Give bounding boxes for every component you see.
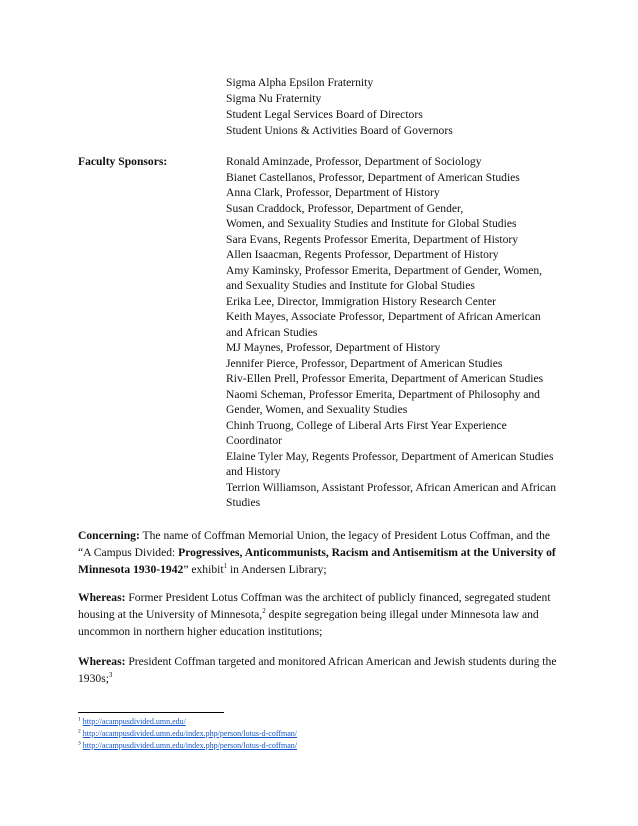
sponsor-line: MJ Maynes, Professor, Department of History [226,341,441,354]
footnote-mark: 3 [78,740,81,747]
footnote-link[interactable]: http://acampusdivided.umn.edu/index.php/person/lotus-d-coffman/ [82,729,298,738]
whereas-paragraph [78,653,564,687]
exhibit-title: Progressives, Anticommunists, Racism and Antisemitism at the University of Minnesota 1930-1942 [78,546,556,576]
sponsor-line: Women, and Sexuality Studies and Institute for Global Studies [226,217,517,230]
concerning-paragraph [78,527,564,578]
org-line: Student Unions & Activities Board of Governors [226,124,453,137]
footnote [78,741,297,751]
sponsor-line: Elaine Tyler May, Regents Professor, Department of American Studies [226,450,554,463]
sponsor-line: and Sexuality Studies and Institute for Global Studies [226,279,475,292]
sponsor-line: Erika Lee, Director, Immigration History Research Center [226,295,496,308]
footnote-ref[interactable]: 2 [262,607,266,616]
sponsor-line: Chinh Truong, College of Liberal Arts First Year Experience [226,419,507,432]
footnote [78,729,297,739]
footnote-ref[interactable]: 3 [108,671,113,680]
faculty-sponsors-label: Faculty Sponsors: [78,155,168,168]
sponsor-line: Riv-Ellen Prell, Professor Emerita, Department of American Studies [226,372,544,385]
concerning-text: in Andersen Library; [227,563,327,576]
sponsor-line: Jennifer Pierce, Professor, Department of American Studies [226,357,503,370]
sponsor-line: Naomi Scheman, Professor Emerita, Department of Philosophy and [226,388,540,401]
footnote-divider [78,712,224,713]
sponsor-line: Bianet Castellanos, Professor, Department of American Studies [226,171,520,184]
sponsor-line: Sara Evans, Regents Professor Emerita, Department of History [226,233,519,246]
footnote-ref[interactable]: 1 [223,562,228,571]
org-line: Student Legal Services Board of Directors [226,108,423,121]
sponsor-line: Allen Isaacman, Regents Professor, Department of History [226,248,499,261]
footnote-mark: 1 [78,716,81,723]
sponsor-line: Susan Craddock, Professor, Department of Gender, [226,202,464,215]
sponsor-line: Coordinator [226,434,283,447]
sponsor-line: Gender, Women, and Sexuality Studies [226,403,408,416]
whereas-text: Former President Lotus Coffman was the architect of publicly financed, segregated student housing at the University of Minnesota, [78,591,551,621]
sponsor-line: Studies [226,496,261,509]
footnote-mark: 2 [78,728,81,735]
whereas-label: Whereas: [78,655,126,668]
concerning-text: ” exhibit [183,563,224,576]
whereas-label: Whereas: [78,591,126,604]
footnote [78,717,186,727]
org-line: Sigma Alpha Epsilon Fraternity [226,76,374,89]
whereas-text: President Coffman targeted and monitored African American and Jewish students during the 1930s; [78,655,557,685]
sponsor-line: Anna Clark, Professor, Department of History [226,186,440,199]
sponsor-line: Terrion Williamson, Assistant Professor, African American and African [226,481,557,494]
sponsor-line: Ronald Aminzade, Professor, Department of Sociology [226,155,482,168]
org-line: Sigma Nu Fraternity [226,92,322,105]
sponsor-line: and History [226,465,281,478]
sponsor-line: Keith Mayes, Associate Professor, Department of African American [226,310,541,323]
footnote-link[interactable]: http://acampusdivided.umn.edu/ [82,717,186,726]
footnote-link[interactable]: http://acampusdivided.umn.edu/index.php/person/lotus-d-coffman/ [82,741,298,750]
concerning-text: The name of Coffman Memorial Union, the legacy of President Lotus Coffman, and the “A Campus Divided: [78,529,551,559]
sponsor-line: and African Studies [226,326,318,339]
sponsor-line: Amy Kaminsky, Professor Emerita, Department of Gender, Women, [226,264,543,277]
concerning-label: Concerning: [78,529,140,542]
whereas-text: despite segregation being illegal under Minnesota law and uncommon in northern higher education institutions; [78,608,539,638]
whereas-paragraph [78,589,564,640]
